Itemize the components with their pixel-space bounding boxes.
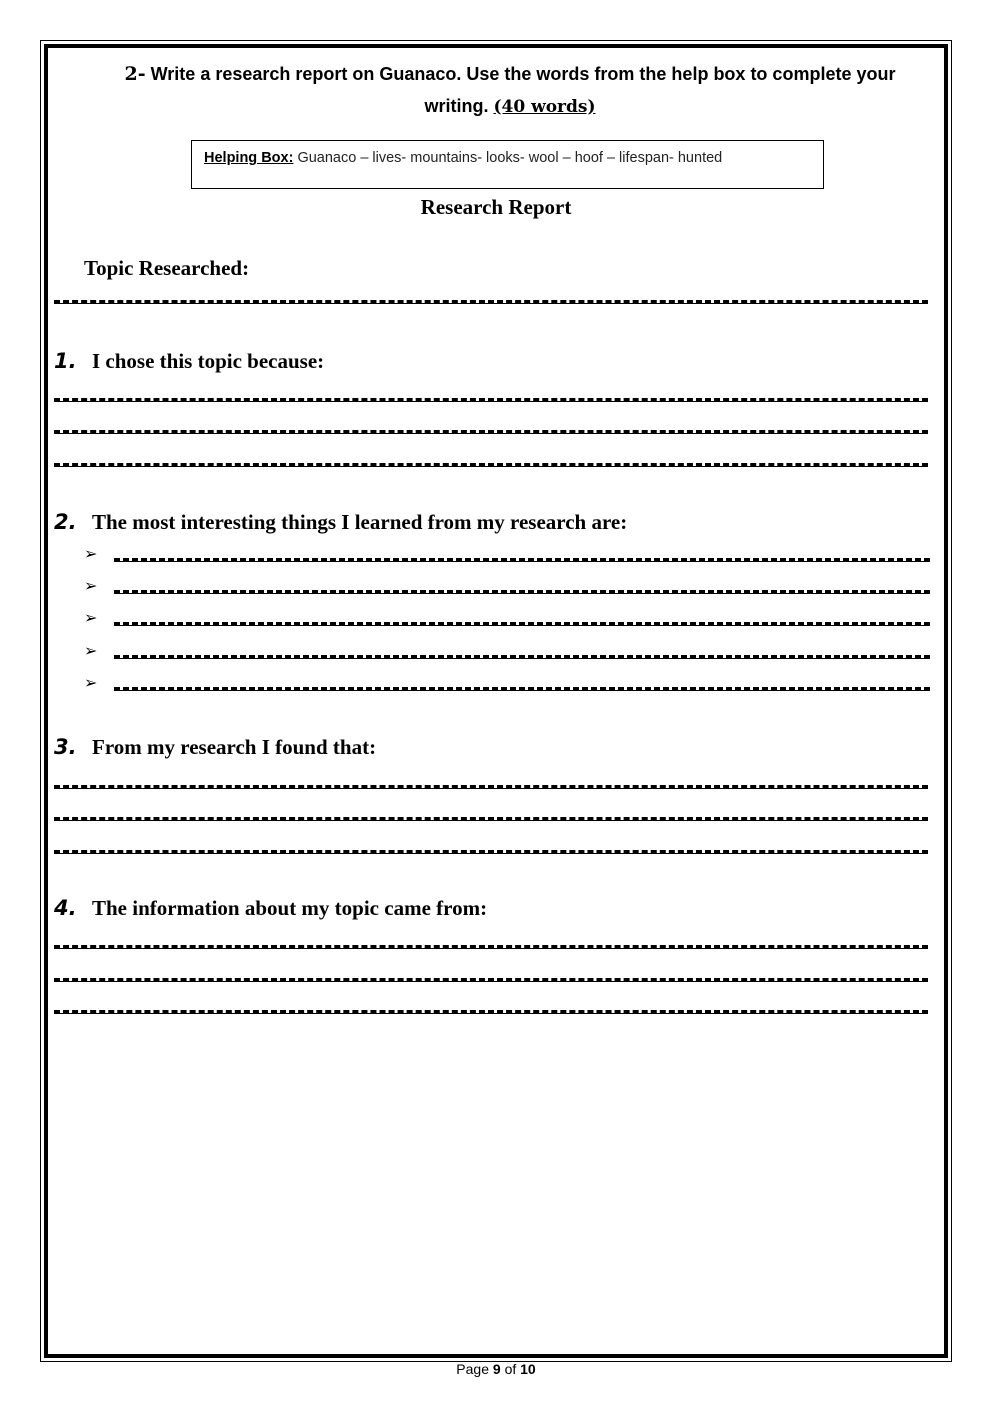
writing-line[interactable] <box>54 978 928 982</box>
writing-line[interactable] <box>54 785 928 789</box>
writing-line[interactable] <box>114 558 930 562</box>
question-4-text: The information about my topic came from: <box>92 896 488 920</box>
footer-total-pages: 10 <box>520 1361 536 1377</box>
footer-prefix: Page <box>456 1361 489 1377</box>
writing-line[interactable] <box>114 622 930 626</box>
arrow-bullet-icon: ➢ <box>84 673 98 692</box>
arrow-bullet-icon: ➢ <box>84 608 98 627</box>
arrow-bullet-icon: ➢ <box>84 576 98 595</box>
question-4-number: 4. <box>54 896 77 920</box>
writing-line[interactable] <box>54 430 928 434</box>
helping-box-words: Guanaco – lives- mountains- looks- wool – hoof – lifespan- hunted <box>297 150 723 166</box>
bullet-line[interactable] <box>84 608 930 634</box>
helping-box-label: Helping Box: <box>204 150 294 166</box>
writing-line[interactable] <box>54 850 928 854</box>
question-2 <box>54 510 627 535</box>
question-2-number: 2. <box>54 510 77 534</box>
writing-line[interactable] <box>54 945 928 949</box>
question-3-text: From my research I found that: <box>92 735 377 759</box>
footer-page-number: 9 <box>492 1361 501 1377</box>
question-4 <box>54 896 487 921</box>
helping-box <box>191 140 824 189</box>
task-instructions <box>100 58 920 123</box>
arrow-bullet-icon: ➢ <box>84 544 98 563</box>
task-text: Write a research report on Guanaco. Use the words from the help box to complete your writing. <box>150 64 896 116</box>
arrow-bullet-icon: ➢ <box>84 641 98 660</box>
writing-line[interactable] <box>54 398 928 402</box>
topic-label: Topic Researched: <box>84 256 250 280</box>
writing-line[interactable] <box>114 655 930 659</box>
footer-of: of <box>504 1361 517 1377</box>
question-3 <box>54 735 376 760</box>
writing-line[interactable] <box>54 1010 928 1014</box>
page-footer <box>0 1361 992 1377</box>
question-3-number: 3. <box>54 735 77 759</box>
question-1 <box>54 349 324 374</box>
page-border-inner <box>44 44 948 1358</box>
writing-line[interactable] <box>114 687 930 691</box>
bullet-line[interactable] <box>84 576 930 602</box>
writing-line-topic[interactable] <box>54 300 928 304</box>
bullet-line[interactable] <box>84 673 930 699</box>
word-count: (40 words) <box>493 97 596 117</box>
question-2-text: The most interesting things I learned from my research are: <box>92 510 628 534</box>
writing-line[interactable] <box>54 817 928 821</box>
question-1-text: I chose this topic because: <box>92 349 325 373</box>
question-1-number: 1. <box>54 349 77 373</box>
writing-line[interactable] <box>114 590 930 594</box>
report-title: Research Report <box>420 195 572 219</box>
task-number: 2- <box>124 63 146 85</box>
bullet-line[interactable] <box>84 641 930 667</box>
bullet-line[interactable] <box>84 544 930 570</box>
writing-line[interactable] <box>54 463 928 467</box>
